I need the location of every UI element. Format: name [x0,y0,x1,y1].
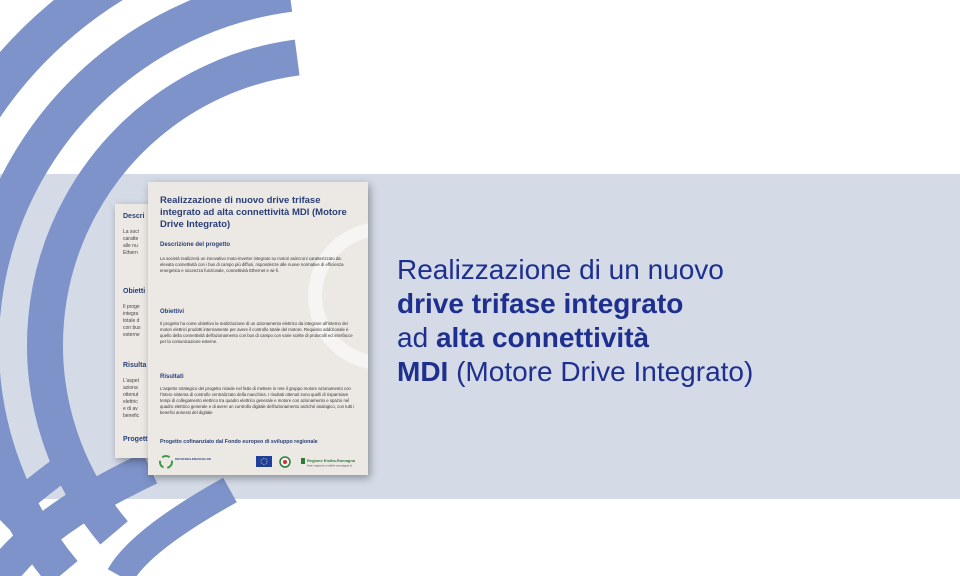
watermark-ring [308,222,368,370]
doc-title: Realizzazione di nuovo drive trifase integrato ad alta connettività MDI (Motore Drive Integrato) [160,195,347,230]
back-text-line: integra [123,311,139,317]
back-text-line: esterne [123,332,140,338]
headline-text: ad [397,322,436,353]
doc-heading-descrizione: Descrizione del progetto [160,242,231,248]
region-logo-text: Regione Emilia-Romagna [307,459,356,463]
back-text-line: ottenut [123,392,139,398]
back-text-line: aziona [123,385,138,391]
headline [397,253,917,389]
back-text-line: caratte [123,236,139,242]
back-text-line: elettric [123,399,138,405]
back-section-obiettivi: Obietti [123,288,146,295]
headline-bold-drive: drive trifase integrato [397,288,684,319]
doc-paragraph-obiettivi: Il progetto ha come obiettivo la realizzazione di un azionamento elettrico da integrare all'interno dei motori elettrici prodotti internamente per avere il controllo totale del motore. Requisito addizionale è quello della connettività dell'azionamento con bus di campo con varie scelte di protocolli ed interfacce per la comunicazione esterne. [160,321,353,344]
cofinancing-note: Progetto cofinanziato dal Fondo europeo di sviluppo regionale [160,439,318,445]
headline-line-3 [397,321,917,355]
doc-heading-risultati: Risultati [160,374,184,380]
por-fesr-logo [160,456,211,468]
headline-bold-mdi: MDI [397,356,449,387]
back-text-line: Il proge [123,304,140,310]
back-text-line: alle nu [123,243,138,249]
back-text-line: e di av [123,406,138,412]
italy-emblem-logo [280,457,290,467]
back-text-line: L'aspet [123,378,139,384]
back-text-line: benefic [123,413,140,419]
logo-strip [158,453,358,471]
back-section-descrizione: Descri [123,213,145,220]
back-section-risultati: Risulta [123,362,147,369]
headline-bold-connettivita: alta connettività [435,322,650,353]
headline-line-2 [397,287,917,321]
regione-emilia-romagna-logo [301,458,355,468]
back-text-line: Ethern [123,250,138,256]
doc-heading-obiettivi: Obiettivi [160,309,185,315]
headline-line-1: Realizzazione di un nuovo [397,254,724,285]
back-text-line: totale d [123,318,140,324]
back-text-line: con bus [123,325,141,331]
eu-flag-logo [256,456,272,467]
region-logo-subtext: fesr.regione.emilia-romagna.it [307,464,353,468]
doc-paragraph-risultati: L'aspetto strategico del progetto risiede nel fatto di mettere in rete il gruppo motore azionamento con l'intero sistema di controllo centralizzato della macchina. I risultati ottenuti sono quelli di risparmiare tempi di collegamento elettrico tra quadro elettrico generale e motore con azionamento e spazio nel quadro elettrico generale e di avere un controllo digitale dell'azionamento anziché analogico, con tutti i benefici annessi del digitale [160,386,355,415]
por-logo-text: POR FESR EMILIA-ROMAGNA 2014-2020 [175,457,212,461]
headline-text: (Motore Drive Integrato) [448,356,754,387]
headline-line-4 [397,355,917,389]
back-text-line: La soci [123,229,139,235]
doc-paragraph-descrizione: La società realizzerà un innovativo moto-inverter integrato su motori asincroni caratterizzato da: elevata connettività con i bus di campo più diffusi, rispondenze alle nuove normative di efficienza energetica e sicurezza funzionale, connettività Ethernet e wi-fi. [160,256,344,273]
document-page-front [148,182,368,475]
back-section-progetto: Progett [123,436,148,443]
